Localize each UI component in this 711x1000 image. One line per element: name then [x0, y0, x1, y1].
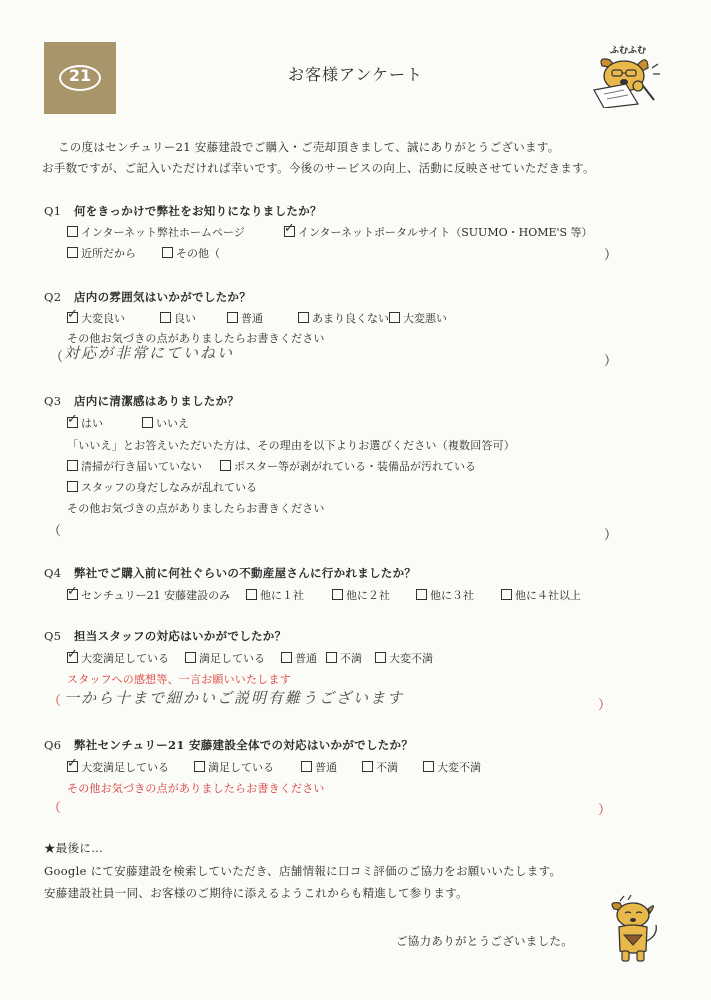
q6-option-dissatisfied[interactable]: 不満: [362, 759, 398, 775]
logo-text: 21: [68, 66, 92, 85]
checkbox[interactable]: [375, 652, 386, 663]
checkmark-icon: ✓: [67, 412, 78, 427]
q6-option-very-dissatisfied[interactable]: 大変不満: [423, 759, 481, 775]
q6-open-paren: （: [48, 801, 62, 816]
q4-option-4plus[interactable]: 他に４社以上: [501, 587, 581, 603]
checkmark-icon: ✓: [67, 584, 78, 599]
question-3: Q3 店内に清潔感はありましたか？: [44, 394, 240, 408]
q2-option-very-bad[interactable]: 大変悪い: [389, 310, 447, 326]
checkbox[interactable]: [160, 312, 171, 323]
checkbox[interactable]: [332, 589, 343, 600]
question-5: Q5 担当スタッフの対応はいかがでしたか？: [44, 629, 287, 643]
q2-option-very-good[interactable]: ✓ 大変良い: [67, 307, 125, 325]
q2-other-prompt: その他お気づきの点がありましたらお書きください: [67, 332, 325, 345]
checkbox[interactable]: [246, 589, 257, 600]
checkbox-checked[interactable]: [67, 307, 78, 323]
question-4: Q4 弊社でご購入前に何社ぐらいの不動産屋さんに行かれましたか？: [44, 566, 417, 580]
checkbox[interactable]: [326, 652, 337, 663]
q5-option-satisfied[interactable]: 満足している: [185, 650, 265, 666]
q4-option-1[interactable]: 他に１社: [246, 587, 304, 603]
q3-open-paren: （: [48, 524, 62, 539]
checkbox[interactable]: [298, 312, 309, 323]
q6-close-paren: ）: [598, 803, 612, 818]
q5-option-very-satisfied[interactable]: ✓ 大変満足している: [67, 647, 169, 665]
closing-line-1: Google にて安藤建設を検索していただき、店舗情報に口コミ評価のご協力をお願いいたします。: [44, 864, 562, 878]
checkbox[interactable]: [67, 481, 78, 492]
checkbox[interactable]: [362, 761, 373, 772]
q4-option-2[interactable]: 他に２社: [332, 587, 390, 603]
checkbox[interactable]: [281, 652, 292, 663]
checkmark-icon: ✓: [67, 307, 78, 322]
checkbox[interactable]: [220, 460, 231, 471]
q3-reason-cleaning[interactable]: 清掃が行き届いていない: [67, 458, 202, 474]
checkbox[interactable]: [67, 226, 78, 237]
page-title: お客様アンケート: [287, 65, 424, 84]
q5-option-normal[interactable]: 普通: [281, 650, 317, 666]
q4-option-only[interactable]: ✓ センチュリー21 安藤建設のみ: [67, 584, 231, 602]
intro-line-2: お手数ですが、ご記入いただければ幸いです。今後のサービスの向上、活動に反映させていただきます。: [42, 161, 595, 175]
q1-option-nearby[interactable]: 近所だから: [67, 245, 136, 261]
checkbox[interactable]: [423, 761, 434, 772]
question-2: Q2 店内の雰囲気はいかがでしたか？: [44, 290, 251, 304]
checkbox[interactable]: [416, 589, 427, 600]
question-text: 何をきっかけで弊社をお知りになりましたか？: [74, 204, 322, 218]
q3-other-prompt: その他お気づきの点がありましたらお書きください: [67, 502, 325, 515]
checkbox[interactable]: [227, 312, 238, 323]
question-6: Q6 弊社センチュリー21 安藤建設全体での対応はいかがでしたか？: [44, 738, 414, 752]
checkbox[interactable]: [185, 652, 196, 663]
checkbox[interactable]: [142, 417, 153, 428]
dog-mascot-reading-icon: [590, 52, 662, 108]
q3-reason-posters[interactable]: ポスター等が剥がれている・装備品が汚れている: [220, 458, 476, 474]
thanks-text: ご協力ありがとうございました。: [396, 934, 573, 948]
q1-option-portal[interactable]: ✓ インターネットポータルサイト（SUUMO・HOME'S 等）: [284, 221, 593, 239]
q4-option-3[interactable]: 他に３社: [416, 587, 474, 603]
q5-option-very-dissatisfied[interactable]: 大変不満: [375, 650, 433, 666]
mascot-sound-text: ふむふむ: [610, 46, 647, 56]
q5-handwritten-answer[interactable]: 一から十まで細かいご説明有難うございます: [64, 689, 405, 707]
q2-close-paren: ）: [604, 354, 618, 369]
q3-reason-appearance[interactable]: スタッフの身だしなみが乱れている: [67, 479, 257, 495]
intro-line-1: この度はセンチュリー21 安藤建設でご購入・ご売却頂きまして、誠にありがとうございます。: [58, 140, 560, 154]
q2-option-good[interactable]: 良い: [160, 310, 196, 326]
closing-line-2: 安藤建設社員一同、お客様のご期待に添えるようこれからも精進して参ります。: [44, 886, 468, 900]
checkbox[interactable]: [301, 761, 312, 772]
checkbox[interactable]: [162, 247, 173, 258]
question-1: [44, 203, 322, 219]
q1-option-other[interactable]: その他（: [162, 245, 220, 261]
checkbox[interactable]: [389, 312, 400, 323]
q6-other-prompt: その他お気づきの点がありましたらお書きください: [67, 782, 325, 795]
checkmark-icon: ✓: [67, 756, 78, 771]
q5-option-dissatisfied[interactable]: 不満: [326, 650, 362, 666]
q2-option-not-good[interactable]: あまり良くない: [298, 310, 389, 326]
checkbox-checked[interactable]: [67, 584, 78, 600]
question-number: Q1: [44, 204, 62, 218]
q3-close-paren: ）: [604, 528, 618, 543]
checkbox-checked[interactable]: [67, 647, 78, 663]
q2-option-normal[interactable]: 普通: [227, 310, 263, 326]
checkbox[interactable]: [501, 589, 512, 600]
checkmark-icon: ✓: [67, 647, 78, 662]
q1-close-paren: ）: [604, 248, 618, 263]
closing-heading: ★最後に…: [44, 841, 103, 855]
q3-option-no[interactable]: いいえ: [142, 415, 189, 431]
checkmark-icon: ✓: [284, 221, 295, 236]
checkbox[interactable]: [67, 460, 78, 471]
q2-open-paren: （: [50, 350, 64, 365]
q3-followup: 「いいえ」とお答えいただいた方は、その理由を以下よりお選びください（複数回答可）: [67, 439, 515, 452]
q5-comment-prompt: スタッフへの感想等、一言お願いいたします: [67, 673, 291, 686]
checkbox-checked[interactable]: [67, 756, 78, 772]
checkbox[interactable]: [67, 247, 78, 258]
checkbox-checked[interactable]: [284, 221, 295, 237]
q6-option-very-satisfied[interactable]: ✓ 大変満足している: [67, 756, 169, 774]
q5-open-paren: （: [48, 694, 62, 709]
q2-handwritten-answer[interactable]: 対応が非常にていねい: [64, 344, 235, 362]
checkbox[interactable]: [194, 761, 205, 772]
dog-mascot-bowing-icon: [606, 895, 662, 963]
q6-option-satisfied[interactable]: 満足している: [194, 759, 274, 775]
q6-option-normal[interactable]: 普通: [301, 759, 337, 775]
q5-close-paren: ）: [598, 698, 612, 713]
checkbox-checked[interactable]: [67, 412, 78, 428]
q3-option-yes[interactable]: ✓ はい: [67, 412, 103, 430]
q1-option-homepage[interactable]: インターネット弊社ホームページ: [67, 224, 245, 240]
